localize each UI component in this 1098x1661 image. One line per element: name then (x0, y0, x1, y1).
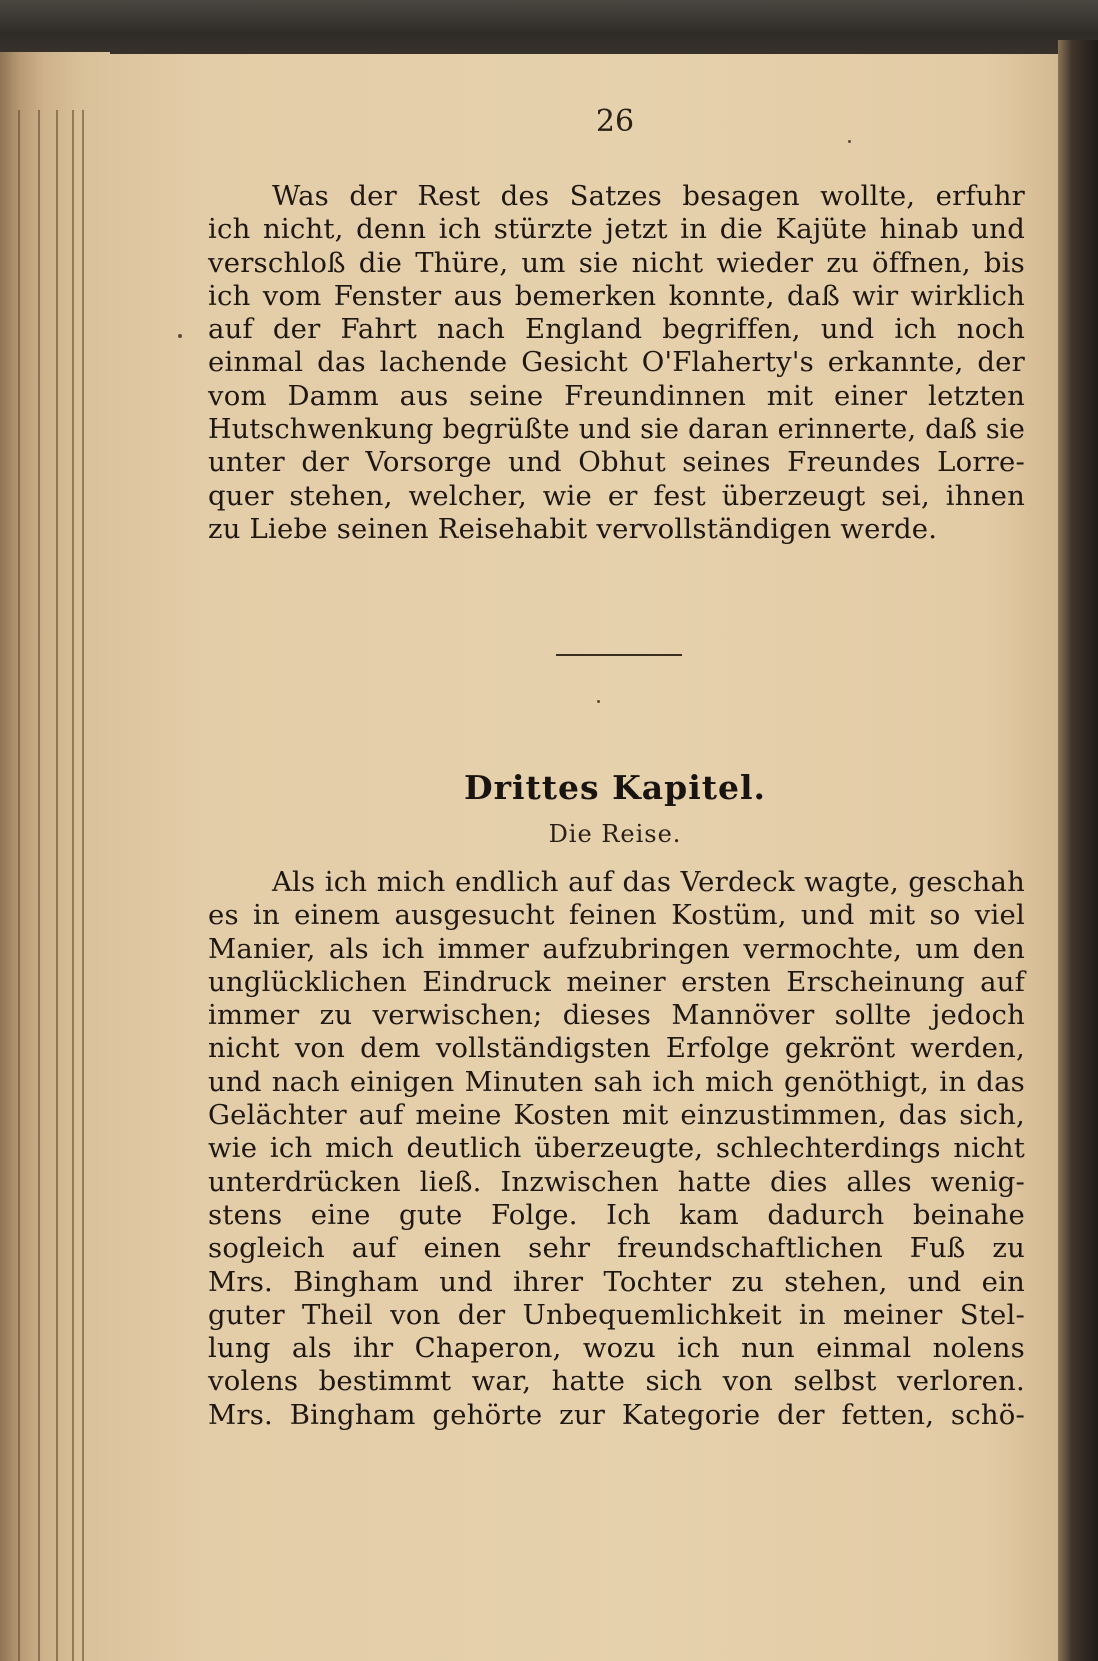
text-line: ich nicht, denn ich stürzte jetzt in die Kajüte hinab und (208, 213, 1025, 246)
text-line: unterdrücken ließ. Inzwischen hatte dies alles wenig- (208, 1165, 1025, 1198)
text-line: ich vom Fenster aus bemerken konnte, daß wir wirklich (208, 279, 1025, 312)
text-line: lung als ihr Chaperon, wozu ich nun einmal nolens (208, 1332, 1025, 1365)
text-line: immer zu verwischen; dieses Mannöver sollte jedoch (208, 999, 1025, 1032)
text-line: Was der Rest des Satzes besagen wollte, erfuhr (272, 180, 1025, 212)
text-line: verschloß die Thüre, um sie nicht wieder zu öffnen, bis (208, 246, 1025, 279)
text-line: auf der Fahrt nach England begriffen, und ich noch (208, 313, 1025, 346)
text-line: Als ich mich endlich auf das Verdeck wagte, geschah (272, 866, 1025, 898)
text-line: es in einem ausgesucht feinen Kostüm, und mit so viel (208, 899, 1025, 932)
text-line: volens bestimmt war, hatte sich von selbst verloren. (208, 1365, 1025, 1398)
page-edge-line (72, 110, 74, 1661)
text-line: wie ich mich deutlich überzeugte, schlechterdings nicht (208, 1132, 1025, 1165)
paper-speck (178, 334, 182, 338)
text-line: Mrs. Bingham gehörte zur Kategorie der fetten, schö- (208, 1398, 1025, 1431)
text-line: Mrs. Bingham und ihrer Tochter zu stehen, und ein (208, 1265, 1025, 1298)
text-line: quer stehen, welcher, wie er fest überzeugt sei, ihnen (208, 479, 1025, 512)
book-spine (1058, 40, 1098, 1661)
text-line: zu Liebe seinen Reisehabit vervollständigen werde. (208, 512, 938, 545)
text-line: unglücklichen Eindruck meiner ersten Erscheinung auf (208, 965, 1025, 998)
paragraph-1 (208, 180, 1025, 546)
text-line: Manier, als ich immer aufzubringen vermochte, um den (208, 932, 1025, 965)
text-line: sogleich auf einen sehr freundschaftlichen Fuß zu (208, 1232, 1025, 1265)
text-line: vom Damm aus seine Freundinnen mit einer letzten (208, 379, 1025, 412)
chapter-title: Drittes Kapitel. (463, 768, 767, 807)
paragraph-2 (208, 866, 1025, 1432)
text-line: guter Theil von der Unbequemlichkeit in meiner Stel- (208, 1298, 1025, 1331)
chapter-subtitle: Die Reise. (548, 820, 682, 848)
page-edge-line (38, 110, 40, 1661)
text-line: nicht von dem vollständigsten Erfolge gekrönt werden, (208, 1032, 1025, 1065)
text-line: Gelächter auf meine Kosten mit einzustimmen, das sich, (208, 1099, 1025, 1132)
book-cover-top (0, 0, 1098, 62)
text-line: unter der Vorsorge und Obhut seines Freundes Lorre- (208, 446, 1025, 479)
page-edge-line (56, 110, 58, 1661)
page-number: 26 (595, 104, 635, 139)
text-line: und nach einigen Minuten sah ich mich genöthigt, in das (208, 1065, 1025, 1098)
text-line: Hutschwenkung begrüßte und sie daran erinnerte, daß sie (208, 414, 1025, 446)
text-line: einmal das lachende Gesicht O'Flaherty's erkannte, der (208, 346, 1025, 379)
text-line: stens eine gute Folge. Ich kam dadurch beinahe (208, 1198, 1025, 1231)
section-divider-rule (556, 654, 682, 656)
paper-speck (848, 140, 851, 143)
paper-speck (597, 700, 600, 703)
page-edge-line (18, 110, 20, 1661)
